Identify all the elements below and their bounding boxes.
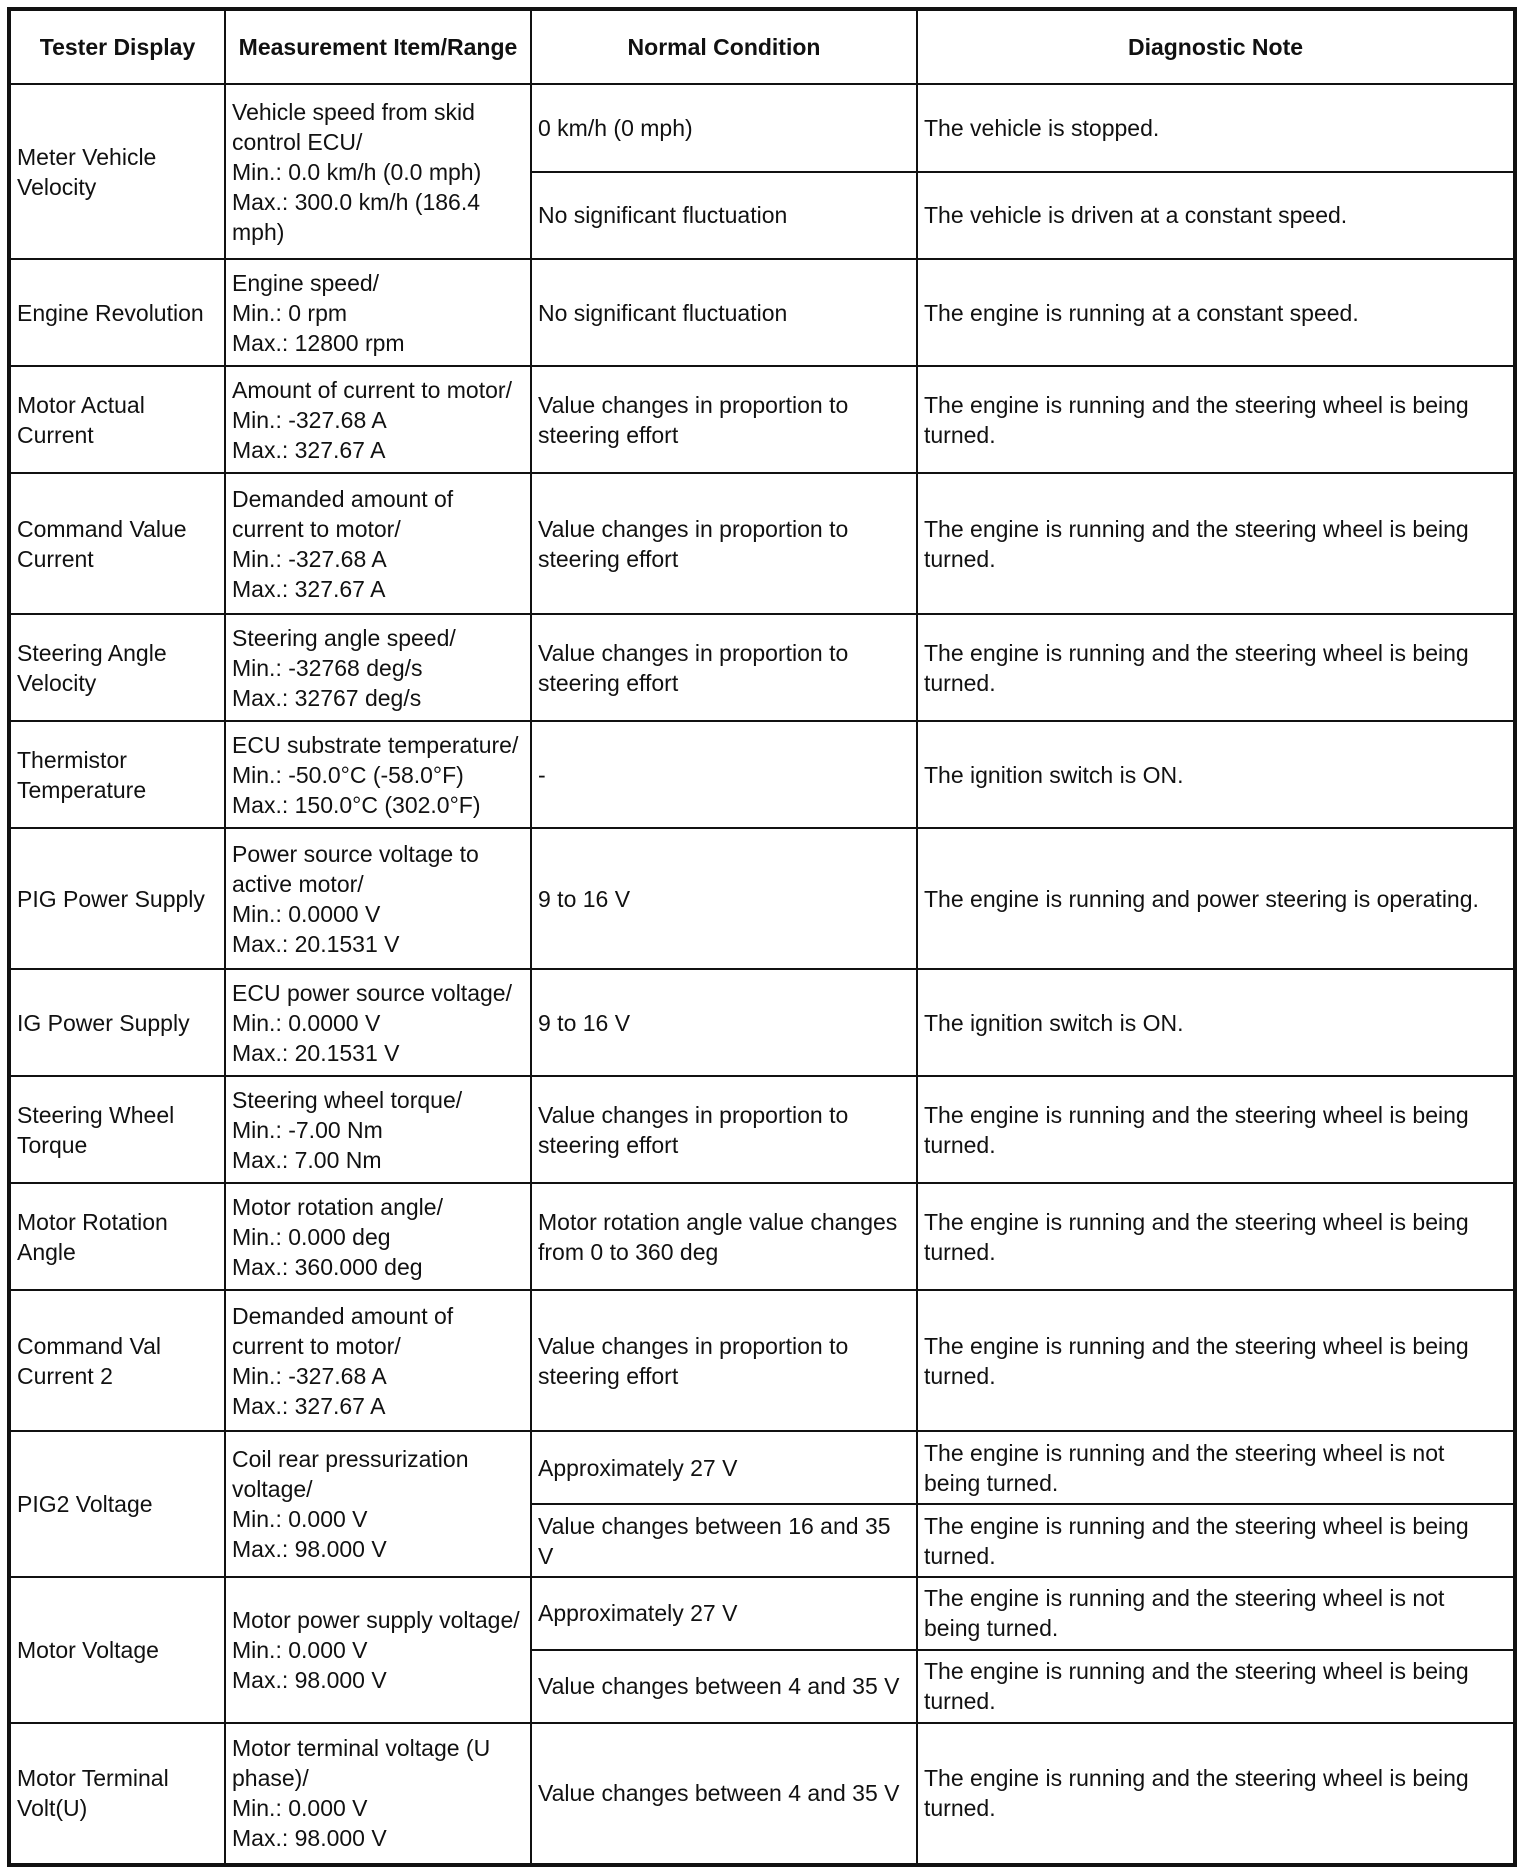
diagnostic-note-cell: The engine is running at a constant speed. [917, 259, 1515, 366]
measurement-range-cell: Engine speed/ Min.: 0 rpm Max.: 12800 rpm [225, 259, 531, 366]
diagnostic-note-cell: The engine is running and the steering wheel is not being turned. [917, 1431, 1515, 1504]
normal-condition-cell: Motor rotation angle value changes from 0 to 360 deg [531, 1183, 917, 1290]
diagnostic-note-cell: The engine is running and the steering wheel is being turned. [917, 473, 1515, 614]
table-row [9, 84, 1515, 172]
tester-display-cell: IG Power Supply [9, 969, 225, 1076]
diagnostic-note-cell: The engine is running and the steering wheel is being turned. [917, 366, 1515, 473]
normal-condition-cell: Value changes between 16 and 35 V [531, 1504, 917, 1577]
header-row [9, 9, 1515, 84]
measurement-range-cell: ECU power source voltage/ Min.: 0.0000 V Max.: 20.1531 V [225, 969, 531, 1076]
measurement-range-cell: Coil rear pressurization voltage/ Min.: 0.000 V Max.: 98.000 V [225, 1431, 531, 1577]
normal-condition-cell: Value changes in proportion to steering effort [531, 473, 917, 614]
normal-condition-cell: No significant fluctuation [531, 172, 917, 260]
table-row [9, 828, 1515, 969]
tester-display-cell: PIG2 Voltage [9, 1431, 225, 1577]
tester-display-cell: PIG Power Supply [9, 828, 225, 969]
table-row [9, 1577, 1515, 1650]
diagnostic-note-cell: The engine is running and the steering wheel is being turned. [917, 1076, 1515, 1183]
diagnostic-note-cell: The engine is running and power steering is operating. [917, 828, 1515, 969]
tester-display-cell: Meter Vehicle Velocity [9, 84, 225, 259]
tester-display-cell: Motor Rotation Angle [9, 1183, 225, 1290]
tester-display-cell: Command Value Current [9, 473, 225, 614]
measurement-range-cell: Motor power supply voltage/ Min.: 0.000 V Max.: 98.000 V [225, 1577, 531, 1723]
measurement-range-cell: Demanded amount of current to motor/ Min.: -327.68 A Max.: 327.67 A [225, 473, 531, 614]
tester-display-cell: Steering Angle Velocity [9, 614, 225, 721]
table-row [9, 1431, 1515, 1504]
diagnostic-note-cell: The vehicle is driven at a constant speed. [917, 172, 1515, 260]
data-list-table [7, 7, 1517, 1867]
diagnostic-note-cell: The vehicle is stopped. [917, 84, 1515, 172]
header-tester-display: Tester Display [9, 9, 225, 84]
measurement-range-cell: Steering angle speed/ Min.: -32768 deg/s Max.: 32767 deg/s [225, 614, 531, 721]
normal-condition-cell: Approximately 27 V [531, 1577, 917, 1650]
tester-display-cell: Engine Revolution [9, 259, 225, 366]
normal-condition-cell: Value changes in proportion to steering effort [531, 1076, 917, 1183]
table-row [9, 1723, 1515, 1865]
diagnostic-note-cell: The engine is running and the steering wheel is being turned. [917, 1183, 1515, 1290]
measurement-range-cell: Vehicle speed from skid control ECU/ Min.: 0.0 km/h (0.0 mph) Max.: 300.0 km/h (186.4 mph) [225, 84, 531, 259]
table-body [9, 84, 1515, 1865]
table-row [9, 1183, 1515, 1290]
normal-condition-cell: 9 to 16 V [531, 969, 917, 1076]
normal-condition-cell: 0 km/h (0 mph) [531, 84, 917, 172]
normal-condition-cell: Value changes between 4 and 35 V [531, 1650, 917, 1723]
table-row [9, 969, 1515, 1076]
diagnostic-note-cell: The engine is running and the steering wheel is being turned. [917, 1290, 1515, 1431]
tester-display-cell: Motor Terminal Volt(U) [9, 1723, 225, 1865]
normal-condition-cell: - [531, 721, 917, 828]
diagnostic-note-cell: The engine is running and the steering wheel is being turned. [917, 1723, 1515, 1865]
tester-display-cell: Thermistor Temperature [9, 721, 225, 828]
table-row [9, 473, 1515, 614]
table-row [9, 259, 1515, 366]
measurement-range-cell: Power source voltage to active motor/ Min.: 0.0000 V Max.: 20.1531 V [225, 828, 531, 969]
measurement-range-cell: Motor terminal voltage (U phase)/ Min.: 0.000 V Max.: 98.000 V [225, 1723, 531, 1865]
measurement-range-cell: ECU substrate temperature/ Min.: -50.0°C (-58.0°F) Max.: 150.0°C (302.0°F) [225, 721, 531, 828]
measurement-range-cell: Amount of current to motor/ Min.: -327.68 A Max.: 327.67 A [225, 366, 531, 473]
diagnostic-note-cell: The ignition switch is ON. [917, 969, 1515, 1076]
table-row [9, 366, 1515, 473]
tester-display-cell: Motor Actual Current [9, 366, 225, 473]
tester-display-cell: Motor Voltage [9, 1577, 225, 1723]
measurement-range-cell: Demanded amount of current to motor/ Min.: -327.68 A Max.: 327.67 A [225, 1290, 531, 1431]
normal-condition-cell: 9 to 16 V [531, 828, 917, 969]
measurement-range-cell: Motor rotation angle/ Min.: 0.000 deg Max.: 360.000 deg [225, 1183, 531, 1290]
normal-condition-cell: Value changes in proportion to steering effort [531, 366, 917, 473]
diagnostic-note-cell: The engine is running and the steering wheel is being turned. [917, 1504, 1515, 1577]
table-row [9, 721, 1515, 828]
table-row [9, 614, 1515, 721]
header-normal-condition: Normal Condition [531, 9, 917, 84]
table-row [9, 1290, 1515, 1431]
normal-condition-cell: Approximately 27 V [531, 1431, 917, 1504]
header-diagnostic-note: Diagnostic Note [917, 9, 1515, 84]
measurement-range-cell: Steering wheel torque/ Min.: -7.00 Nm Max.: 7.00 Nm [225, 1076, 531, 1183]
header-measurement-range: Measurement Item/Range [225, 9, 531, 84]
normal-condition-cell: Value changes in proportion to steering effort [531, 1290, 917, 1431]
normal-condition-cell: Value changes in proportion to steering effort [531, 614, 917, 721]
diagnostic-note-cell: The ignition switch is ON. [917, 721, 1515, 828]
diagnostic-note-cell: The engine is running and the steering wheel is not being turned. [917, 1577, 1515, 1650]
normal-condition-cell: No significant fluctuation [531, 259, 917, 366]
normal-condition-cell: Value changes between 4 and 35 V [531, 1723, 917, 1865]
table-row [9, 1076, 1515, 1183]
tester-display-cell: Steering Wheel Torque [9, 1076, 225, 1183]
tester-display-cell: Command Val Current 2 [9, 1290, 225, 1431]
diagnostic-note-cell: The engine is running and the steering wheel is being turned. [917, 614, 1515, 721]
diagnostic-note-cell: The engine is running and the steering wheel is being turned. [917, 1650, 1515, 1723]
